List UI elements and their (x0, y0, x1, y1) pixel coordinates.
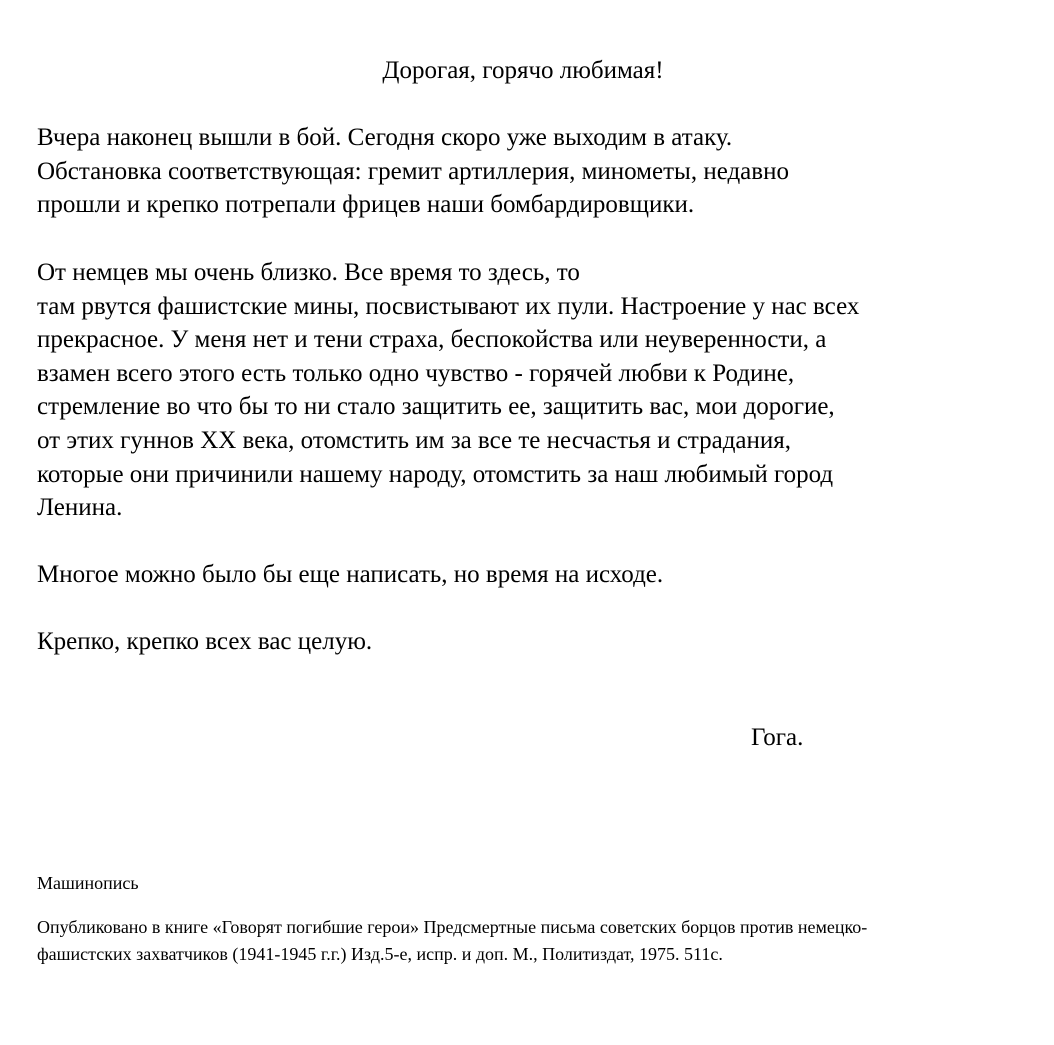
publication-line: фашистских захватчиков (1941-1945 г.г.) Изд.5-е, испр. и доп. М., Политиздат, 1975. 511с. (37, 944, 723, 964)
text-line: взамен всего этого есть только одно чувство - горячей любви к Родине, (37, 359, 795, 387)
text-line: прошли и крепко потрепали фрицев наши бомбардировщики. (37, 191, 695, 219)
paragraph-4 (37, 625, 372, 659)
publication-note (37, 914, 867, 968)
publication-line: Опубликовано в книге «Говорят погибшие герои» Предсмертные письма советских борцов против немецко- (37, 917, 868, 937)
text-line: стремление во что бы то ни стало защитить ее, защитить вас, мои дорогие, (37, 393, 835, 421)
text-line: которые они причинили нашему народу, отомстить за наш любимый город (37, 460, 834, 488)
text-line: От немцев мы очень близко. Все время то здесь, то (37, 259, 580, 286)
document-type-note: Машинопись (37, 873, 139, 893)
text-line: от этих гуннов XX века, отомстить им за все те несчастья и страдания, (37, 426, 792, 454)
text-line: Обстановка соответствующая: гремит артиллерия, минометы, недавно (37, 157, 789, 185)
text-line: Ленина. (37, 494, 123, 522)
paragraph-2 (37, 256, 859, 525)
letter-greeting: Дорогая, горячо любимая! (382, 57, 664, 84)
letter-signature: Гога. (751, 724, 804, 751)
text-line: прекрасное. У меня нет и тени страха, беспокойства или неуверенности, а (37, 326, 827, 354)
text-line: там рвутся фашистские мины, посвистывают их пули. Настроение у нас всех (37, 292, 860, 320)
paragraph-1 (37, 121, 789, 222)
text-line: Многое можно было бы еще написать, но время на исходе. (37, 561, 664, 588)
text-line: Крепко, крепко всех вас целую. (37, 628, 373, 655)
paragraph-3 (37, 558, 663, 592)
text-line: Вчера наконец вышли в бой. Сегодня скоро уже выходим в атаку. (37, 124, 733, 151)
